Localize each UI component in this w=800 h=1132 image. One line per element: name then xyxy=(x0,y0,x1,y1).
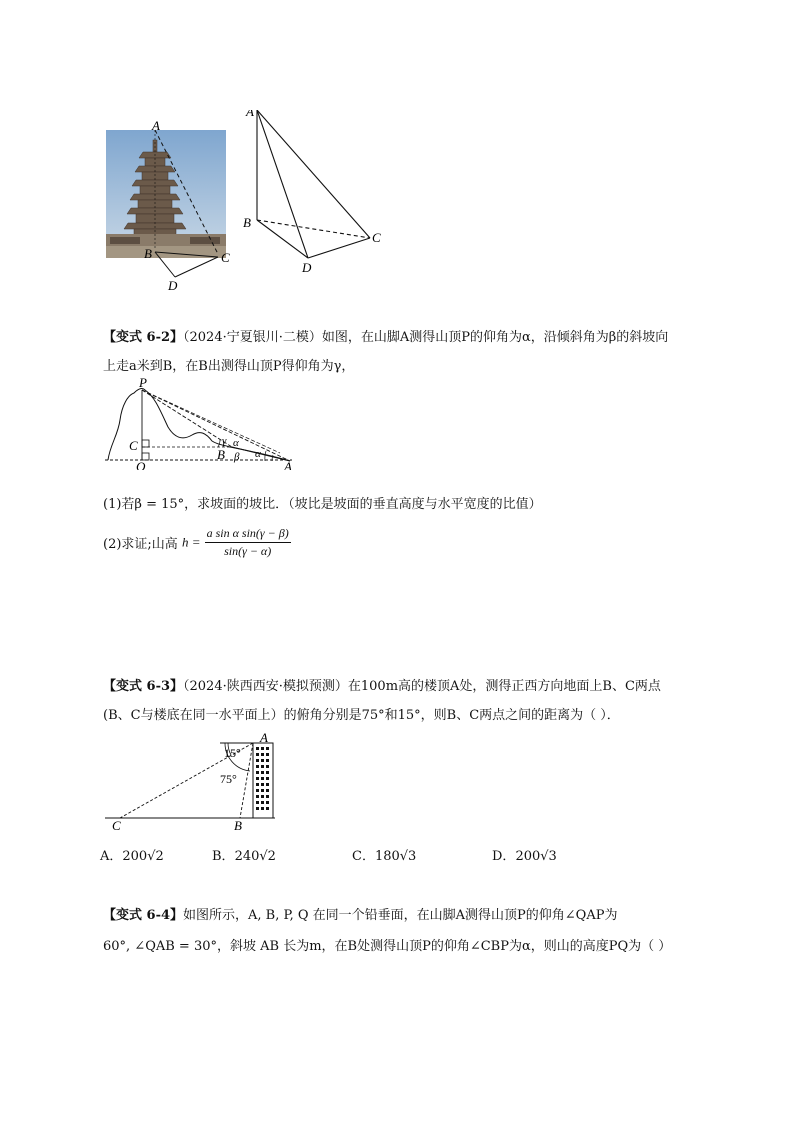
pagoda-photo-diagram xyxy=(100,110,400,290)
mountain-label-q: Q xyxy=(136,459,146,470)
problem-6-3-source: （2024·陕西西安·模拟预测） xyxy=(183,679,348,694)
photo-dc-line xyxy=(175,257,218,277)
building-label-a: A xyxy=(260,733,268,745)
pyramid-label-d: D xyxy=(302,260,312,275)
mountain-label-alpha-a: α xyxy=(255,448,261,460)
mountain-figure xyxy=(100,375,300,470)
option-d[interactable] xyxy=(492,845,557,864)
problem-6-4-text1: 如图所示，A, B, P, Q 在同一个铅垂面，在山脚A测得山顶P的仰角∠QAP为 xyxy=(183,908,618,923)
option-c-value: 180√3 xyxy=(374,849,417,864)
photo-label-a: A xyxy=(152,118,160,133)
problem-6-2-q2-prefix: (2)求证;山高 xyxy=(103,537,178,552)
problem-6-3-line2: (B、C与楼底在同一水平面上）的俯角分别是75°和15°，则B、C两点之间的距离为（ ）． xyxy=(103,708,620,723)
problem-6-2-q2-fraction xyxy=(205,526,291,559)
option-c[interactable] xyxy=(352,845,416,864)
mountain-label-c: C xyxy=(129,438,138,453)
problem-6-2-source: （2024·宁夏银川·二模） xyxy=(183,330,322,345)
problem-6-4-line2: 60°, ∠QAB = 30°，斜坡 AB 长为m，在B处测得山顶P的仰角∠CBP为α，则山的高度PQ为（ ） xyxy=(103,939,672,954)
option-d-value: 200√3 xyxy=(515,849,557,864)
option-a-value: 200√2 xyxy=(122,849,164,864)
problem-6-2-q2 xyxy=(103,526,291,559)
photo-label-b: B xyxy=(144,246,152,261)
problem-6-4-line1 xyxy=(103,904,617,923)
building-angle-75: 75° xyxy=(220,772,237,786)
building-angle-15: 15° xyxy=(224,746,241,760)
mountain-label-alpha-b: α xyxy=(233,437,239,449)
problem-6-2-line1 xyxy=(103,326,668,345)
option-b-letter: B． xyxy=(212,849,235,864)
option-b-value: 240√2 xyxy=(234,849,276,864)
problem-6-3-tag: 【变式 6-3】 xyxy=(103,679,184,694)
problem-6-2-q1: (1)若β = 15°，求坡面的坡比．（坡比是坡面的垂直高度与水平宽度的比值） xyxy=(103,497,542,512)
pyramid-label-b: B xyxy=(243,215,251,230)
pyramid-label-a: A xyxy=(246,110,254,119)
building-diagram xyxy=(100,733,285,833)
mountain-label-p: P xyxy=(139,375,147,390)
problem-6-2-q2-lhs: h = xyxy=(181,534,201,550)
problem-6-3-text1: 在100m高的楼顶A处，测得正西方向地面上B、C两点 xyxy=(347,679,661,694)
mountain-label-gamma: γ xyxy=(222,435,227,447)
option-b[interactable] xyxy=(212,845,276,864)
pyramid-diagram xyxy=(257,110,370,258)
problem-6-3-options xyxy=(100,845,620,865)
photo-label-c: C xyxy=(221,250,230,265)
pagoda-figure xyxy=(100,110,400,290)
mountain-label-b: B xyxy=(217,447,225,462)
mountain-label-beta: β xyxy=(234,451,240,463)
pyramid-label-c: C xyxy=(372,230,381,245)
mountain-diagram xyxy=(100,375,300,470)
option-c-letter: C． xyxy=(352,849,375,864)
option-a[interactable] xyxy=(100,845,164,864)
problem-6-4-tag: 【变式 6-4】 xyxy=(103,908,184,923)
option-a-letter: A． xyxy=(100,849,123,864)
building-label-c: C xyxy=(112,818,121,833)
fraction-numerator: a sin α sin(γ − β) xyxy=(205,526,291,543)
problem-6-3-line1 xyxy=(103,675,661,694)
mountain-label-a: A xyxy=(284,459,292,470)
problem-6-2-text1: 如图，在山脚A测得山顶P的仰角为α，沿倾斜角为β的斜坡向 xyxy=(321,330,669,345)
fraction-denominator: sin(γ − α) xyxy=(224,544,272,558)
problem-6-2-line2: 上走a米到B，在B出测得山顶P得仰角为γ， xyxy=(103,359,355,374)
building-label-b: B xyxy=(234,818,242,833)
option-d-letter: D． xyxy=(492,849,516,864)
pagoda-photo xyxy=(106,130,226,258)
photo-label-d: D xyxy=(168,278,178,290)
building-figure xyxy=(100,733,285,833)
problem-6-2-tag: 【变式 6-2】 xyxy=(103,330,184,345)
